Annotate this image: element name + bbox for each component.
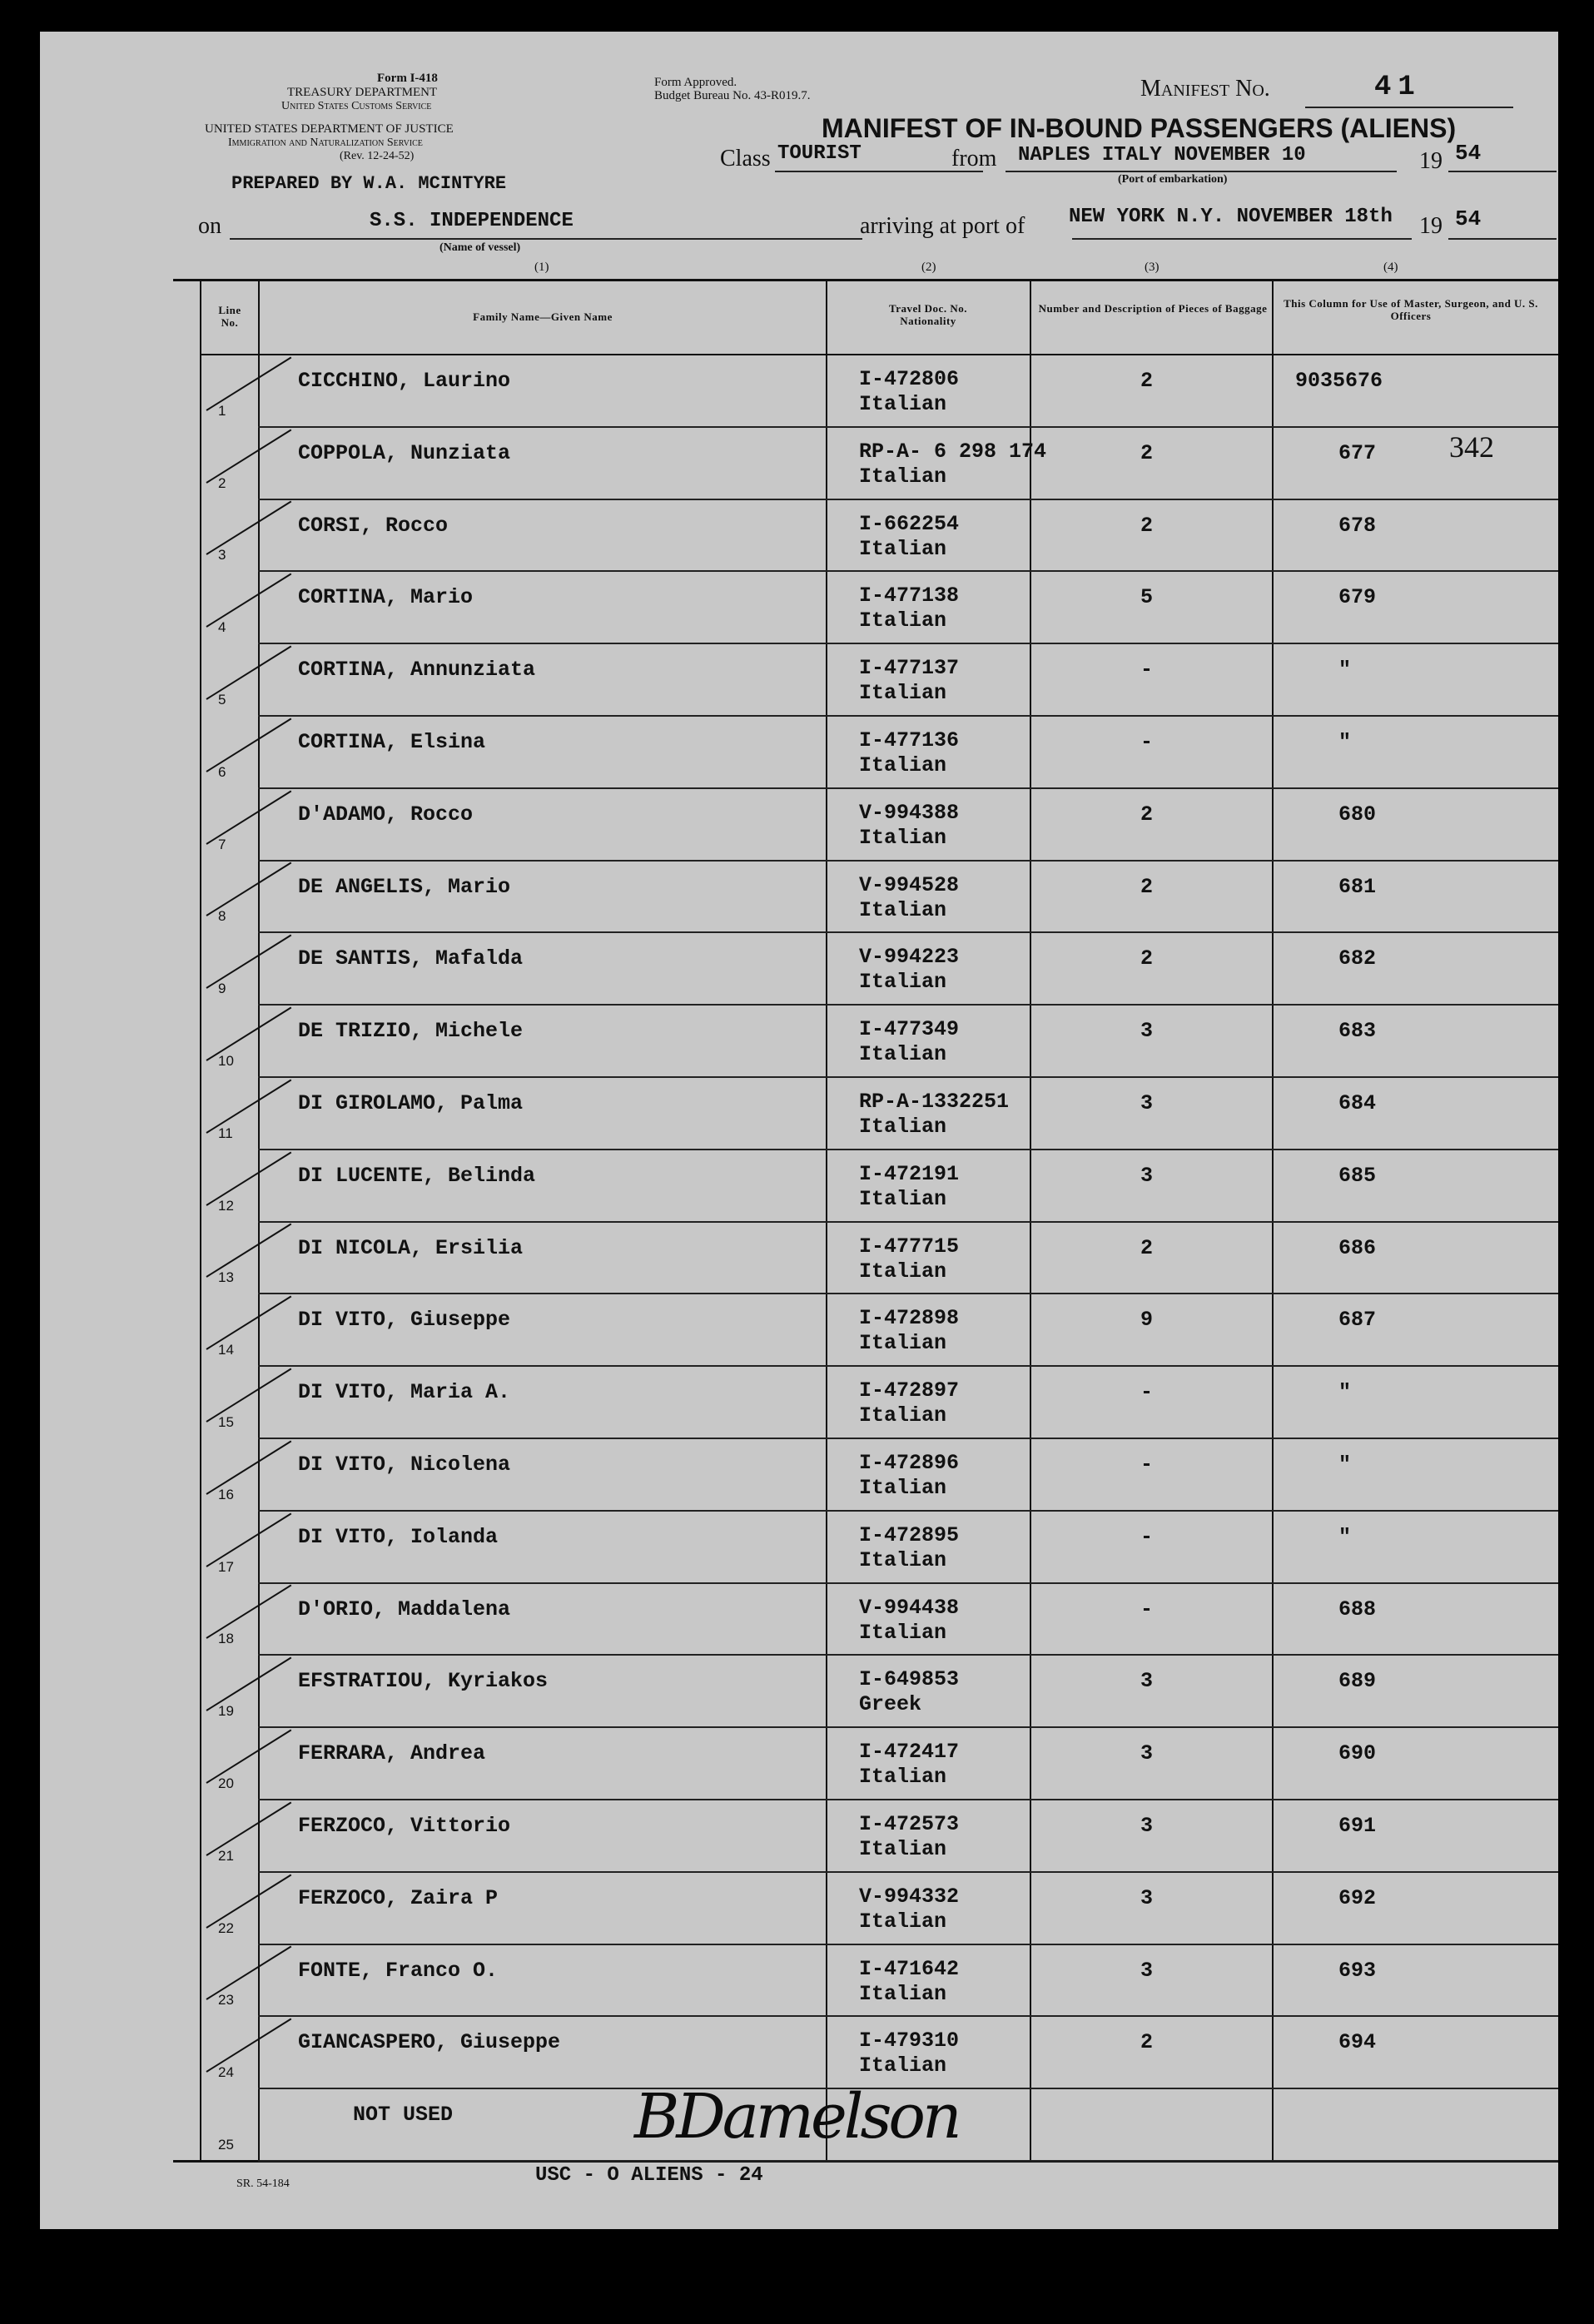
nationality: Italian [859,1115,947,1139]
officer-use: 693 [1338,1958,1377,1983]
baggage-count: 2 [1140,874,1154,899]
table-row [200,1584,1558,1656]
passenger-name: FERZOCO, Vittorio [298,1814,511,1838]
line-number: 1 [218,402,226,419]
passenger-name: DI GIROLAMO, Palma [298,1091,524,1115]
line-number: 3 [218,547,226,564]
nationality: Italian [859,1765,947,1790]
passenger-name: EFSTRATIOU, Kyriakos [298,1669,549,1694]
manifest-no-label: Manifest No. [1140,76,1270,102]
travel-doc-no: I-477349 [859,1017,960,1042]
officer-use: 691 [1338,1814,1377,1838]
table-row [200,572,1558,644]
officer-use: 682 [1338,946,1377,971]
nationality: Italian [859,1981,947,2006]
passenger-name: CORSI, Rocco [298,513,449,538]
table-row [200,862,1558,934]
baggage-count: 2 [1140,513,1154,538]
line-number: 6 [218,763,226,780]
travel-doc-no: V-994388 [859,800,960,825]
travel-doc-no: I-471642 [859,1956,960,1981]
travel-doc-no: V-994223 [859,945,960,970]
from-label: from [951,146,997,171]
passenger-name: GIANCASPERO, Giuseppe [298,2030,561,2055]
line-number: 10 [218,1052,234,1069]
nationality: Italian [859,1909,947,1934]
travel-doc-no: I-472417 [859,1740,960,1765]
nationality: Italian [859,825,947,850]
prepared-by: PREPARED BY W.A. MCINTYRE [231,173,507,194]
passenger-name: CORTINA, Annunziata [298,658,536,683]
nationality: Italian [859,1186,947,1211]
baggage-count: 3 [1140,1958,1154,1983]
nationality: Italian [859,1331,947,1356]
table-row [200,1800,1558,1873]
nationality: Italian [859,1837,947,1861]
line-number: 9 [218,981,226,997]
baggage-count: - [1140,1452,1154,1477]
vessel-caption: (Name of vessel) [439,241,521,254]
nationality: Italian [859,1403,947,1428]
form-number: Form I-418 [377,72,438,85]
officer-use: 677 [1338,440,1377,465]
baggage-count: 3 [1140,1814,1154,1838]
passenger-name: FERRARA, Andrea [298,1741,486,1766]
line-number: 14 [218,1342,234,1358]
justice-department: UNITED STATES DEPARTMENT OF JUSTICE [205,122,454,136]
line-number: 21 [218,1847,234,1864]
vessel-name: S.S. INDEPENDENCE [370,210,574,232]
officer-use: 678 [1338,513,1377,538]
footer-count: USC - O ALIENS - 24 [535,2164,763,2187]
travel-doc-no: I-477136 [859,728,960,752]
passenger-name: DI VITO, Maria A. [298,1380,511,1405]
baggage-count: 2 [1140,2030,1154,2055]
travel-doc-no: I-477137 [859,656,960,681]
table-row [200,1728,1558,1800]
baggage-count: 2 [1140,440,1154,465]
header-officers: This Column for Use of Master, Surgeon, and U. S. Officers [1284,297,1538,322]
line-number: 24 [218,2064,234,2081]
line-number: 2 [218,474,226,491]
passenger-name: CICCHINO, Laurino [298,369,511,393]
passenger-name: FERZOCO, Zaira P [298,1885,499,1910]
nationality: Italian [859,536,947,561]
nationality: Greek [859,1692,922,1717]
manifest-number: 41 [1374,72,1422,103]
baggage-count: - [1140,730,1154,754]
manifest-title: MANIFEST OF IN-BOUND PASSENGERS (ALIENS) [822,113,1457,143]
passenger-name: D'ADAMO, Rocco [298,802,474,827]
year-prefix: 19 [1419,148,1443,174]
passenger-name: D'ORIO, Maddalena [298,1597,511,1621]
nationality: Italian [859,970,947,995]
arrival-port: NEW YORK N.Y. NOVEMBER 18th [1069,206,1393,228]
passenger-name: NOT USED [353,2103,454,2128]
treasury-department: TREASURY DEPARTMENT [287,86,438,99]
arrival-year: 54 [1455,206,1482,231]
travel-doc-no: V-994528 [859,872,960,897]
form-revision: (Rev. 12-24-52) [340,150,415,162]
ins-service: Immigration and Naturalization Service [228,137,423,149]
line-number: 22 [218,1919,234,1936]
arrival-year-prefix: 19 [1419,213,1443,239]
table-row [200,1873,1558,1945]
officer-use: " [1338,1452,1352,1477]
table-row [200,2017,1558,2089]
nationality: Italian [859,1547,947,1572]
port-embark-caption: (Port of embarkation) [1118,173,1228,186]
nationality: Italian [859,1259,947,1284]
baggage-count: 2 [1140,946,1154,971]
table-row [200,644,1558,717]
baggage-count: - [1140,1597,1154,1621]
nationality: Italian [859,681,947,706]
officer-use: 694 [1338,2030,1377,2055]
passenger-name: DI VITO, Nicolena [298,1452,511,1477]
table-row [200,1945,1558,2018]
passenger-name: DE SANTIS, Mafalda [298,946,524,971]
travel-doc-no: RP-A- 6 298 174 [859,439,1047,464]
officer-use: 681 [1338,874,1377,899]
officer-use: 683 [1338,1019,1377,1044]
travel-doc-no: I-472895 [859,1522,960,1547]
table-row [200,1512,1558,1584]
header-baggage: Number and Description of Pieces of Baggage [1038,302,1268,315]
table-row [200,428,1558,500]
officer-use: 689 [1338,1669,1377,1694]
baggage-count: - [1140,1380,1154,1405]
header-name: Family Name—Given Name [473,310,613,323]
embarkation-port: NAPLES ITALY NOVEMBER 10 [1018,144,1306,166]
nationality: Italian [859,1620,947,1645]
baggage-count: 2 [1140,369,1154,393]
travel-doc-no: I-479310 [859,2029,960,2053]
travel-doc-no: I-472191 [859,1161,960,1186]
on-label: on [198,213,221,239]
baggage-count: 3 [1140,1019,1154,1044]
officer-use: " [1338,658,1352,683]
officer-use: 686 [1338,1235,1377,1260]
baggage-count: 5 [1140,585,1154,610]
table-row [200,1439,1558,1512]
passenger-name: DE TRIZIO, Michele [298,1019,524,1044]
travel-doc-no: I-662254 [859,511,960,536]
officer-use: " [1338,730,1352,754]
line-number: 5 [218,691,226,708]
table-row [200,1006,1558,1078]
line-number: 17 [218,1558,234,1575]
form-approved: Form Approved. [654,76,737,89]
class-value: TOURIST [777,142,862,165]
col-num-2: (2) [921,261,936,274]
nationality: Italian [859,753,947,777]
nationality: Italian [859,2053,947,2078]
travel-doc-no: V-994332 [859,1884,960,1909]
line-number: 13 [218,1269,234,1286]
officer-use: 690 [1338,1741,1377,1766]
col-num-1: (1) [534,261,549,274]
table-row [200,1223,1558,1295]
class-label: Class [720,146,771,171]
table-row [200,1078,1558,1150]
table-row [200,1150,1558,1223]
officer-use: 687 [1338,1308,1377,1333]
nationality: Italian [859,1042,947,1067]
line-number: 12 [218,1197,234,1214]
officer-use: 9035676 [1295,369,1383,393]
travel-doc-no: I-472573 [859,1812,960,1836]
header-line-no: Line No. [218,304,241,329]
baggage-count: 2 [1140,1235,1154,1260]
travel-doc-no: V-994438 [859,1595,960,1620]
officer-signature: BDamelson [634,2081,959,2153]
passenger-name: FONTE, Franco O. [298,1958,499,1983]
table-row [200,933,1558,1006]
line-number: 8 [218,908,226,925]
line-number: 25 [218,2136,234,2153]
baggage-count: 3 [1140,1885,1154,1910]
line-number: 16 [218,1486,234,1502]
line-number: 19 [218,1703,234,1720]
line-number: 11 [218,1125,233,1141]
baggage-count: 9 [1140,1308,1154,1333]
officer-use: 684 [1338,1091,1377,1115]
passenger-name: DI VITO, Giuseppe [298,1308,511,1333]
col-num-3: (3) [1145,261,1159,274]
header-doc: Travel Doc. No. Nationality [889,302,967,327]
table-row [200,1656,1558,1728]
travel-doc-no: I-472896 [859,1451,960,1475]
passenger-name: DI LUCENTE, Belinda [298,1163,536,1188]
passenger-name: COPPOLA, Nunziata [298,440,511,465]
table-row [200,355,1558,428]
nationality: Italian [859,897,947,922]
table-row [200,789,1558,862]
travel-doc-no: I-472806 [859,367,960,391]
officer-use: 685 [1338,1163,1377,1188]
baggage-count: - [1140,1524,1154,1549]
footer-code: SR. 54-184 [236,2178,290,2190]
manifest-page [40,32,1558,2229]
passenger-name: DI NICOLA, Ersilia [298,1235,524,1260]
baggage-count: 3 [1140,1163,1154,1188]
line-number: 4 [218,619,226,636]
officer-use: " [1338,1380,1352,1405]
line-number: 15 [218,1413,234,1430]
budget-bureau: Budget Bureau No. 43-R019.7. [654,89,811,102]
arriving-label: arriving at port of [860,213,1025,239]
table-row [200,1367,1558,1439]
customs-service: United States Customs Service [281,100,432,112]
baggage-count: 2 [1140,802,1154,827]
page-stamp: 342 [1449,430,1494,464]
table-row [200,1294,1558,1367]
manifest-table [200,279,1558,2162]
passenger-name: CORTINA, Mario [298,585,474,610]
officer-use: " [1338,1524,1352,1549]
passenger-name: CORTINA, Elsina [298,730,486,754]
baggage-count: 3 [1140,1741,1154,1766]
line-number: 18 [218,1631,234,1647]
nationality: Italian [859,392,947,416]
passenger-name: DE ANGELIS, Mario [298,874,511,899]
nationality: Italian [859,1476,947,1500]
officer-use: 688 [1338,1597,1377,1621]
baggage-count: - [1140,658,1154,683]
line-number: 7 [218,836,226,852]
col-num-4: (4) [1383,261,1398,274]
line-number: 23 [218,1992,234,2009]
baggage-count: 3 [1140,1091,1154,1115]
passenger-name: DI VITO, Iolanda [298,1524,499,1549]
nationality: Italian [859,464,947,489]
officer-use: 680 [1338,802,1377,827]
table-row [200,500,1558,573]
travel-doc-no: RP-A-1332251 [859,1090,1010,1114]
travel-doc-no: I-477715 [859,1234,960,1259]
officer-use: 679 [1338,585,1377,610]
travel-doc-no: I-477138 [859,583,960,608]
officer-use: 692 [1338,1885,1377,1910]
year-value: 54 [1455,141,1482,166]
nationality: Italian [859,608,947,633]
travel-doc-no: I-472897 [859,1378,960,1403]
table-row [200,717,1558,789]
travel-doc-no: I-472898 [859,1306,960,1331]
line-number: 20 [218,1775,234,1791]
baggage-count: 3 [1140,1669,1154,1694]
travel-doc-no: I-649853 [859,1667,960,1692]
